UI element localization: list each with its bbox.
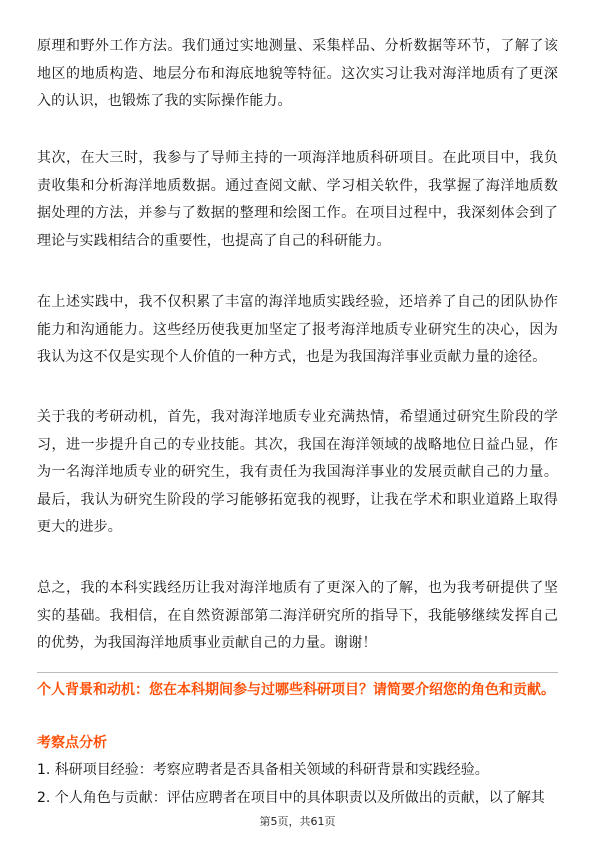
paragraph-research-project: 其次，在大三时，我参与了导师主持的一项海洋地质科研项目。在此项目中，我负责收集和分析海洋地质数据。通过查阅文献、学习相关软件，我掌握了海洋地质数据处理的方法，并参与了数据的整理和绘图工作。在项目过程中，我深刻体会到了理论与实践相结合的重要性，也提高了自己的科研能力。 xyxy=(37,150,558,249)
list-item: 1. 科研项目经验：考察应聘者是否具备相关领域的科研背景和实践经验。 xyxy=(37,762,489,778)
paragraph-conclusion: 总之，我的本科实践经历让我对海洋地质有了更深入的了解，也为我考研提供了坚实的基础。我相信，在自然资源部第二海洋研究所的指导下，我能够继续发挥自己的优势，为我国海洋地质事业贡献自己的力量。谢谢！ xyxy=(37,580,558,651)
paragraph-motivation: 关于我的考研动机，首先，我对海洋地质专业充满热情，希望通过研究生阶段的学习，进一步提升自己的专业技能。其次，我国在海洋领域的战略地位日益凸显，作为一名海洋地质专业的研究生，我有责任为我国海洋事业的发展贡献自己的力量。最后，我认为研究生阶段的学习能够拓宽我的视野，让我在学术和职业道路上取得更大的进步。 xyxy=(37,409,558,535)
page-number: 第5页，共61页 xyxy=(259,815,336,828)
paragraph-field-practice: 原理和野外工作方法。我们通过实地测量、采集样品、分析数据等环节，了解了该地区的地质构造、地层分布和海底地貌等特征。这次实习让我对海洋地质有了更深入的认识，也锻炼了我的实际操作能力。 xyxy=(37,38,558,109)
analysis-list xyxy=(37,756,558,812)
interview-question: 个人背景和动机：您在本科期间参与过哪些科研项目？请简要介绍您的角色和贡献。 xyxy=(37,682,555,698)
list-item: 2. 个人角色与贡献：评估应聘者在项目中的具体职责以及所做出的贡献，以了解其 xyxy=(37,790,545,806)
paragraph-experience-summary: 在上述实践中，我不仅积累了丰富的海洋地质实践经验，还培养了自己的团队协作能力和沟通能力。这些经历使我更加坚定了报考海洋地质专业研究生的决心，因为我认为这不仅是实现个人价值的一种方式，也是为我国海洋事业贡献力量的途径。 xyxy=(37,294,558,365)
section-divider xyxy=(37,672,558,673)
analysis-heading: 考察点分析 xyxy=(37,735,107,751)
